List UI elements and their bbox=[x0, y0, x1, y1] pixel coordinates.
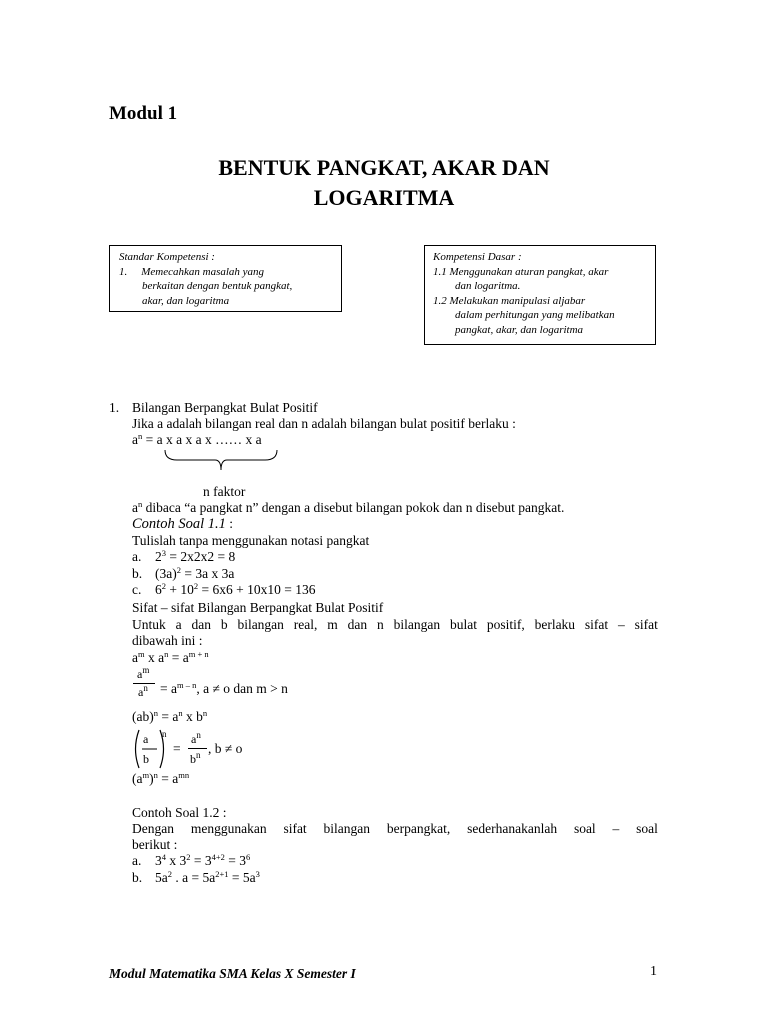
kd-item2-line2: dalam perhitungan yang melibatkan bbox=[455, 309, 615, 321]
kd-item1-line1: 1.1 Menggunakan aturan pangkat, akar bbox=[433, 265, 609, 278]
contoh-2-line2: berikut : bbox=[132, 837, 178, 852]
sifat-intro-line2: dibawah ini : bbox=[132, 633, 203, 648]
property-product-rule: $a^m$ x $a^n = a^{m + n}$ bbox=[132, 649, 209, 665]
underbrace-icon bbox=[163, 448, 279, 474]
footer-text: Modul Matematika SMA Kelas X Semester I bbox=[109, 966, 356, 981]
module-label: Modul 1 bbox=[109, 103, 178, 124]
quotient-numerator: $a^m$ bbox=[137, 665, 150, 681]
rhs-denominator: $b^n$ bbox=[190, 750, 201, 766]
sk-item-line2: berkaitan dengan bentuk pangkat, bbox=[142, 280, 293, 292]
property-quotient-rule: = $a^{m - n}$, a ≠ o dan m > n bbox=[160, 680, 288, 696]
page-number: 1 bbox=[650, 964, 657, 979]
sk-item-number: 1. bbox=[119, 265, 128, 278]
power-reading: $a^n$ dibaca “a pangkat n” dengan a disebut bilangan pokok dan n disebut pangkat. bbox=[132, 499, 565, 515]
standar-kompetensi-box bbox=[109, 245, 342, 312]
contoh-2-line1: Dengan menggunakan sifat bilangan berpangkat, sederhanakanlah soal – soal bbox=[132, 821, 658, 836]
contoh-1-label: Contoh Soal 1.1 : bbox=[132, 516, 233, 532]
example-c-label: c. bbox=[132, 582, 142, 597]
sk-item-line3: akar, dan logaritma bbox=[142, 294, 230, 307]
sifat-intro-line1: Untuk a dan b bilangan real, m dan n bilangan bulat positif, berlaku sifat – sifat bbox=[132, 617, 658, 632]
property-power-of-quotient: , b ≠ o bbox=[208, 741, 243, 756]
example-a-label: a. bbox=[132, 549, 142, 564]
fraction-a: a bbox=[143, 732, 149, 746]
property-power-of-power: $(a^m)^n = a^{mn}$ bbox=[132, 770, 190, 786]
contoh-1-question: Tulislah tanpa menggunakan notasi pangkat bbox=[132, 533, 370, 548]
contoh-2-label: Contoh Soal 1.2 : bbox=[132, 805, 227, 820]
example2-b-label: b. bbox=[132, 870, 143, 885]
example-b: $(3a)^2 = 3a$ x 3a bbox=[155, 565, 235, 581]
kd-item2-line3: pangkat, akar, dan logaritma bbox=[455, 323, 584, 336]
example-c: $6^2 + 10^2 = 6x6 + 10x10 = 136$ bbox=[155, 581, 316, 597]
kd-heading: Kompetensi Dasar : bbox=[433, 251, 522, 263]
kompetensi-dasar-box bbox=[424, 245, 656, 345]
section-number: 1. bbox=[109, 400, 120, 415]
sk-item-line1: Memecahkan masalah yang bbox=[141, 265, 265, 278]
sk-heading: Standar Kompetensi : bbox=[119, 251, 215, 263]
property-power-of-product: $(ab)^n = a^n$ x $b^n$ bbox=[132, 708, 208, 724]
example-a: $2^3 = 2x2x2 = 8$ bbox=[155, 548, 236, 564]
n-faktor-label: n faktor bbox=[203, 484, 246, 499]
fraction-b: b bbox=[143, 752, 149, 766]
equals-sign: = bbox=[173, 741, 181, 756]
outer-exponent-n: n bbox=[162, 729, 167, 739]
kd-item2-line1: 1.2 Melakukan manipulasi aljabar bbox=[433, 294, 586, 307]
rhs-fraction-bar bbox=[188, 748, 207, 749]
example-b-label: b. bbox=[132, 566, 143, 581]
kd-item1-line2: dan logaritma. bbox=[455, 280, 521, 292]
rhs-numerator: $a^n$ bbox=[191, 730, 201, 746]
section-heading: Bilangan Berpangkat Bulat Positif bbox=[132, 400, 318, 415]
sifat-heading: Sifat – sifat Bilangan Berpangkat Bulat Positif bbox=[132, 600, 384, 615]
example2-b: $5a^2$ . $a = 5a^{2+1} = 5a^3$ bbox=[155, 869, 260, 885]
section-intro: Jika a adalah bilangan real dan n adalah bilangan bulat positif berlaku : bbox=[132, 416, 516, 431]
page-title-line2: LOGARITMA bbox=[313, 185, 455, 210]
page-title-line1: BENTUK PANGKAT, AKAR DAN bbox=[218, 155, 550, 180]
example2-a: $3^4$ x $3^2 = 3^{4+2} = 3^6$ bbox=[155, 852, 251, 868]
quotient-denominator: $a^n$ bbox=[138, 683, 148, 699]
power-definition: $a^n = a$ x a x a x …… x a bbox=[132, 431, 262, 447]
example2-a-label: a. bbox=[132, 853, 142, 868]
